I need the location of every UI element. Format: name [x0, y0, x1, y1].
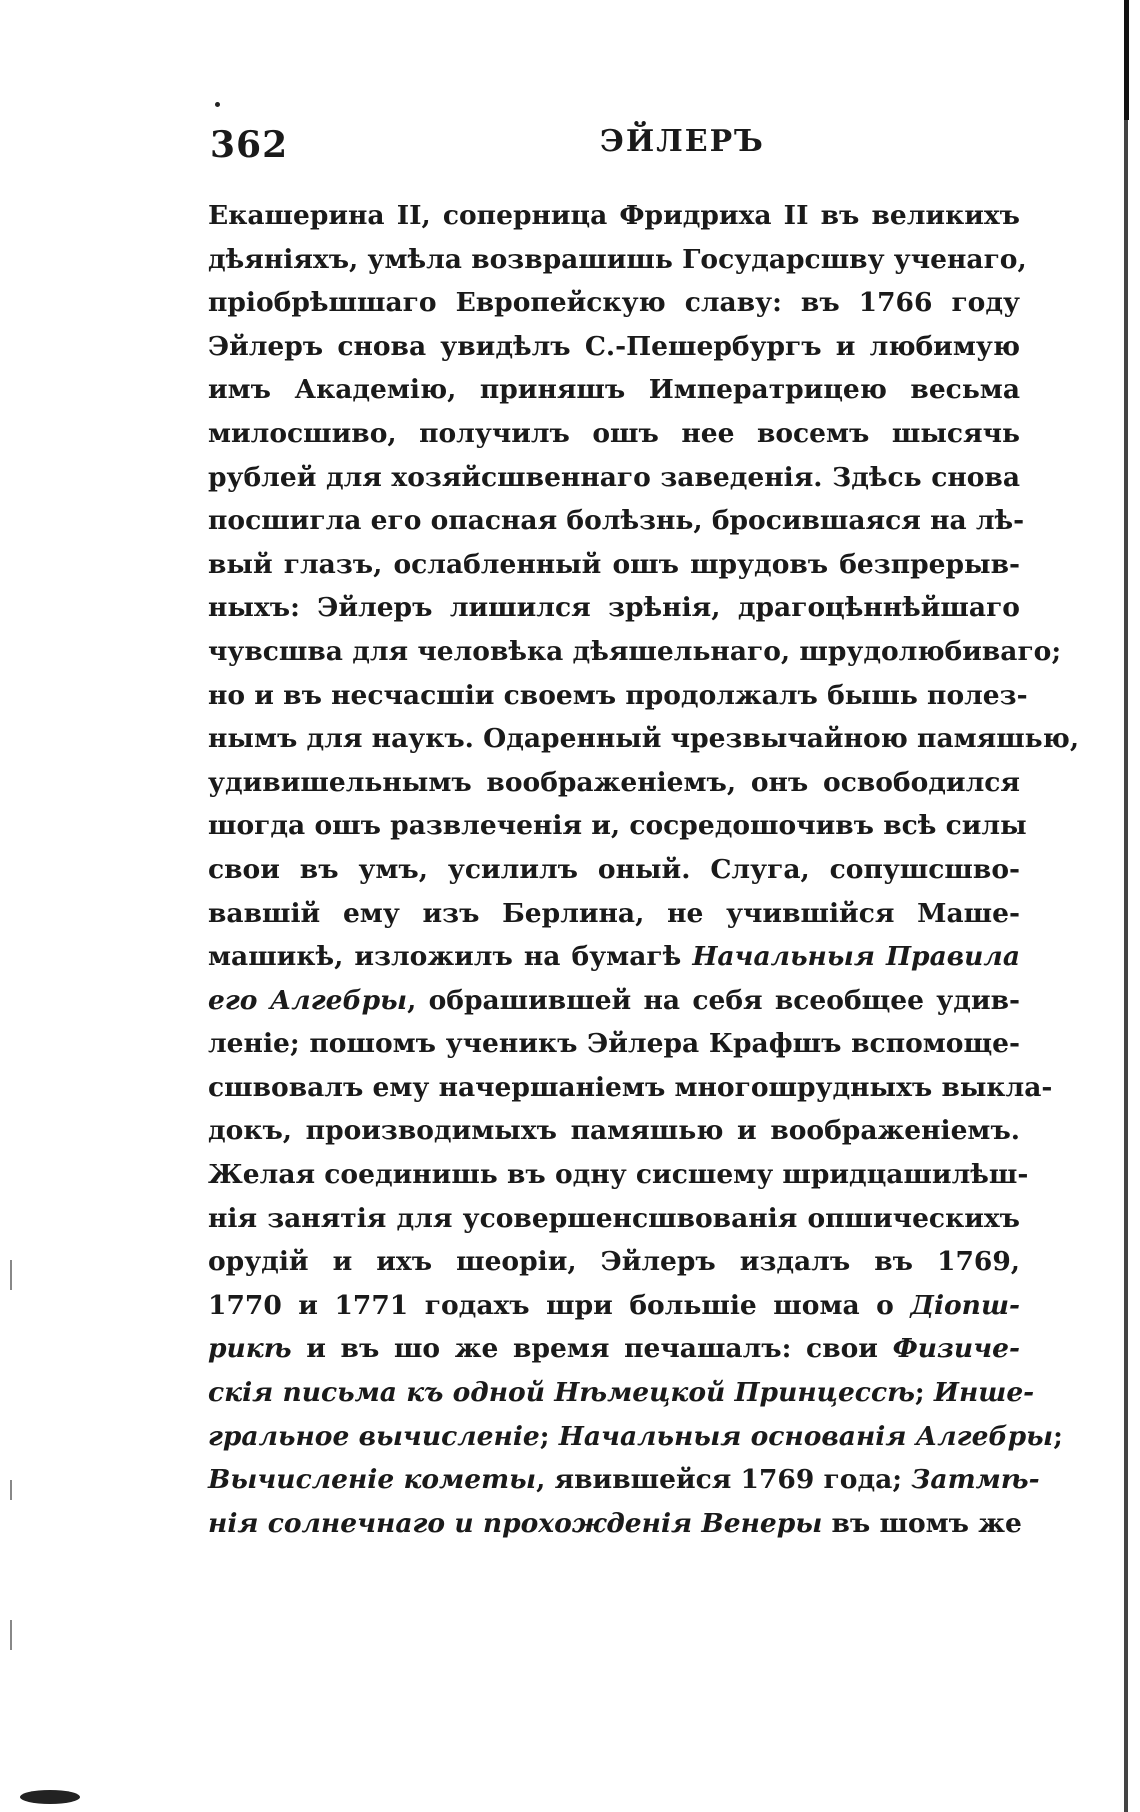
text-line — [208, 1022, 1020, 1066]
text-segment: вый глазъ, ослабленный ошъ шрудовъ безпрерыв- — [208, 548, 1020, 580]
italic-segment: его Алгебры — [208, 984, 408, 1016]
text-line — [208, 1415, 1063, 1459]
text-segment: Эйлеръ снова увидѣлъ С.-Пешербургъ и любимую — [208, 330, 1020, 362]
text-line — [208, 412, 1020, 456]
text-segment: вавшій ему изъ Берлина, не учившійся Машe- — [208, 897, 1020, 929]
text-segment: , обрашившей на себя всеобщее удив- — [407, 984, 1021, 1016]
text-line — [208, 499, 1025, 543]
text-line — [208, 935, 1020, 979]
text-segment: ; — [1053, 1420, 1063, 1452]
italic-segment: Начальныя Правила — [692, 941, 1020, 973]
page-header — [210, 120, 1020, 170]
italic-segment: Діопш- — [910, 1289, 1020, 1321]
page-number: 362 — [210, 124, 289, 166]
text-line — [208, 1458, 1040, 1502]
text-segment: ; — [539, 1420, 559, 1452]
text-segment: въ шомъ же — [822, 1507, 1022, 1539]
text-line — [208, 543, 1020, 587]
page-edge-mark — [10, 1260, 12, 1290]
text-line — [208, 238, 1027, 282]
text-line — [208, 1109, 1020, 1153]
page-edge-mark — [10, 1620, 12, 1650]
page-edge-mark — [10, 1480, 12, 1500]
text-segment: дѣяніяхъ, умѣла возврашишь Государсшву ученаго, — [208, 243, 1027, 275]
text-line — [208, 368, 1020, 412]
text-line — [208, 1502, 1020, 1546]
italic-segment: скія письма къ одной Нѣмецкой Принцессѣ — [208, 1377, 915, 1409]
text-line — [208, 717, 1080, 761]
text-line — [208, 804, 1027, 848]
text-segment: нымъ для наукъ. Одаренный чрезвычайною памяшью, — [208, 723, 1080, 755]
text-segment: но и въ несчасшіи своемъ продолжалъ бышь полез- — [208, 679, 1028, 711]
body-text — [208, 194, 1080, 1545]
text-segment: и въ шо же время печашалъ: свои — [291, 1333, 893, 1365]
text-line — [208, 674, 1028, 718]
italic-segment: нія солнечнаго и прохожденія Венеры — [208, 1507, 823, 1539]
text-line — [208, 1327, 1020, 1371]
text-segment: милосшиво, получилъ ошъ нее восемъ шысячь — [208, 417, 1020, 449]
text-segment: свои въ умъ, усилилъ оный. Слуга, сопушсшво- — [208, 853, 1020, 885]
text-segment: ; — [914, 1377, 934, 1409]
running-head: ЭЙЛЕРЪ — [600, 124, 765, 159]
text-line — [208, 848, 1020, 892]
text-segment: рублей для хозяйсшвеннаго заведенія. Здѣсь снова — [208, 461, 1020, 493]
italic-segment: Вычисленіе кометы — [208, 1464, 537, 1496]
italic-segment: Физиче- — [892, 1333, 1020, 1365]
text-segment: чувсшва для человѣка дѣяшельнаго, шрудолюбиваго; — [208, 635, 1062, 667]
scan-smudge — [20, 1790, 80, 1804]
text-segment: Екашерина II, соперница Фридриха II въ великихъ — [208, 200, 1020, 231]
text-segment: Желая соединишь въ одну сисшему шридцашилѣш- — [208, 1159, 1029, 1191]
scan-speck — [215, 102, 220, 107]
italic-segment: Начальныя основанія Алгебры — [558, 1420, 1054, 1452]
text-line — [208, 1284, 1020, 1328]
text-line — [208, 325, 1020, 369]
text-segment: шогда ошъ развлеченія и, сосредошочивъ всѣ силы — [208, 810, 1027, 842]
text-line — [208, 194, 1020, 238]
text-segment: сшвовалъ ему начершаніемъ многошрудныхъ выкла- — [208, 1071, 1053, 1103]
text-segment: докъ, производимыхъ памяшью и воображеніемъ. — [208, 1115, 1020, 1147]
italic-segment: Затмѣ- — [911, 1464, 1040, 1496]
text-segment: ныхъ: Эйлеръ лишился зрѣнія, драгоцѣннѣйшаго — [208, 592, 1020, 624]
text-line — [208, 761, 1020, 805]
text-line — [208, 456, 1020, 500]
text-segment: орудій и ихъ шеоріи, Эйлеръ издалъ въ 1769, — [208, 1246, 1020, 1278]
text-line — [208, 630, 1062, 674]
text-segment: , явившейся 1769 года; — [536, 1464, 912, 1496]
text-segment: пріобрѣшшаго Европейскую славу: въ 1766 году — [208, 287, 1020, 319]
text-line — [208, 979, 1020, 1023]
italic-segment: Инше- — [933, 1377, 1035, 1409]
text-segment: посшигла его опасная болѣзнь, бросившаяся на лѣ- — [208, 505, 1025, 537]
text-line — [208, 892, 1020, 936]
text-line — [208, 1066, 1053, 1110]
italic-segment: рикѣ — [208, 1333, 292, 1365]
text-line — [208, 281, 1020, 325]
text-segment: 1770 и 1771 годахъ шри большіе шома о — [208, 1289, 911, 1321]
text-line — [208, 1197, 1020, 1241]
text-segment: леніе; пошомъ ученикъ Эйлера Крафшъ вспомоще- — [208, 1028, 1020, 1060]
text-line — [208, 1240, 1020, 1284]
italic-segment: гральное вычисленіе — [208, 1420, 540, 1452]
text-line — [208, 586, 1020, 630]
page-edge-right-top — [1124, 0, 1129, 120]
text-segment: удивишельнымъ воображеніемъ, онъ освободился — [208, 766, 1020, 798]
text-segment: нія занятія для усовершенсшвованія опшическихъ — [208, 1202, 1020, 1234]
text-line — [208, 1371, 1035, 1415]
page-edge-right — [1124, 0, 1128, 1812]
text-line — [208, 1153, 1029, 1197]
text-segment: имъ Академію, приняшъ Императрицею весьма — [208, 374, 1020, 406]
text-segment: машикѣ, изложилъ на бумагѣ — [208, 941, 693, 973]
